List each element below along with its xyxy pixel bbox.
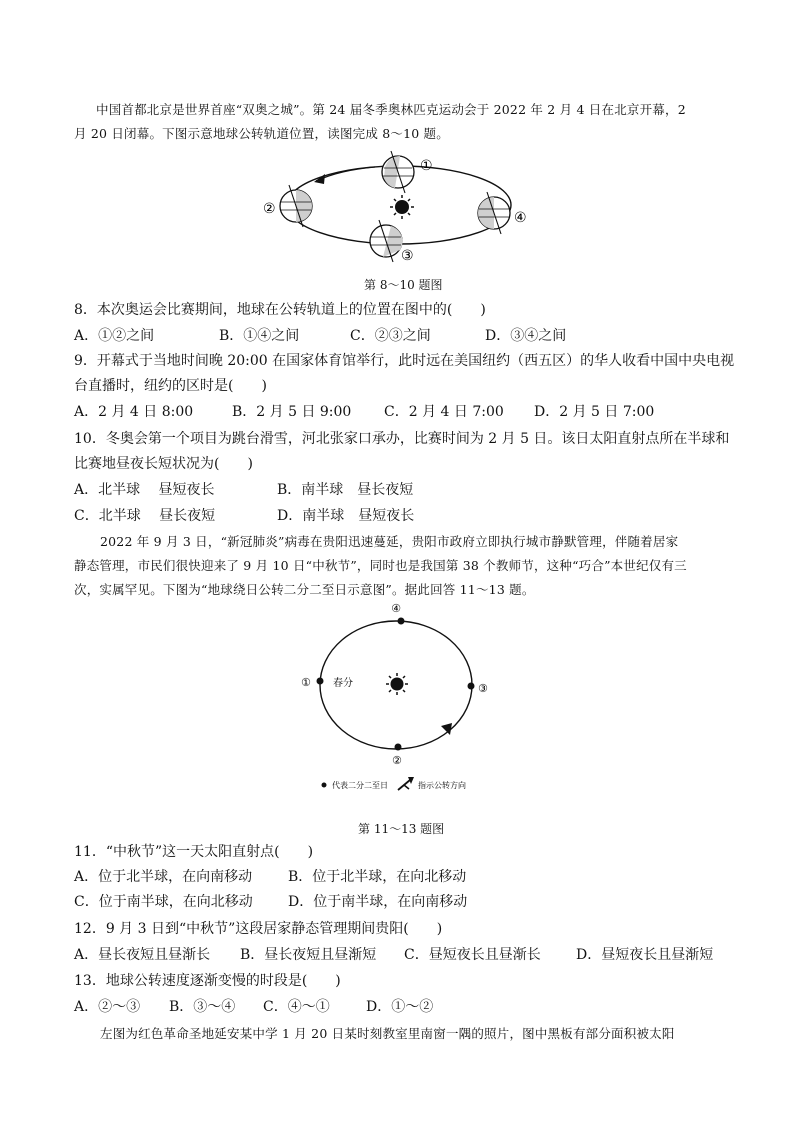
intro3-line-1: 左图为红色革命圣地延安某中学 1 月 20 日某时刻教室里南窗一隅的照片，图中黑板有部分面积被太阳	[100, 1026, 675, 1041]
q13-option-a[interactable]: A．②～③	[74, 999, 141, 1015]
q13-stem: 13．地球公转速度逐渐变慢的时段是( )	[74, 973, 341, 989]
legend-dot-icon	[322, 783, 327, 788]
q10-options-row-1	[74, 481, 774, 499]
q10-option-d[interactable]: D．南半球 昼短夜长	[277, 508, 415, 524]
orbit-point-1	[317, 678, 324, 685]
q9-option-a[interactable]: A．2 月 4 日 8:00	[74, 404, 194, 420]
q8-stem: 8．本次奥运会比赛期间，地球在公转轨道上的位置在图中的( )	[74, 302, 486, 318]
fig2-label-1: ①	[301, 676, 311, 689]
q9-stem-line-2: 台直播时，纽约的区时是( )	[74, 378, 267, 394]
revolution-arrow	[316, 167, 375, 181]
earth-position-2	[280, 185, 312, 227]
q9-option-c[interactable]: C．2 月 4 日 7:00	[384, 404, 504, 420]
earth-position-4	[478, 192, 510, 234]
legend-dot-text: 代表二分二至日	[332, 781, 388, 790]
intro2-line-2: 静态管理，市民们很快迎来了 9 月 10 日“中秋节”，同时也是我国第 38 个教师节，这种“巧合”本世纪仅有三	[74, 558, 687, 573]
q11-option-d[interactable]: D．位于南半球，在向南移动	[288, 894, 468, 910]
q12-option-d[interactable]: D．昼短夜长且昼渐短	[576, 947, 714, 963]
q12-option-a[interactable]: A．昼长夜短且昼渐长	[74, 947, 211, 963]
q9-options	[74, 403, 774, 421]
q9-option-b[interactable]: B．2 月 5 日 9:00	[232, 404, 352, 420]
q12-option-c[interactable]: C．昼短夜长且昼渐长	[404, 947, 541, 963]
q10-options-row-2	[74, 507, 774, 525]
q12-options	[74, 946, 774, 964]
q11-option-a[interactable]: A．位于北半球，在向南移动	[74, 869, 253, 885]
orbit-point-4	[398, 618, 405, 625]
q10-stem-line-2: 比赛地昼夜长短状况为( )	[74, 456, 253, 472]
q8-option-c[interactable]: C．②③之间	[350, 328, 431, 344]
label-position-3: ③	[401, 248, 414, 264]
q9-stem-line-1: 9．开幕式于当地时间晚 20:00 在国家体育馆举行，此时远在美国纽约（西五区）的华人收看中国中央电视	[74, 353, 735, 369]
q8-option-a[interactable]: A．①②之间	[74, 328, 155, 344]
q10-option-a[interactable]: A．北半球 昼短夜长	[74, 482, 215, 498]
q10-stem-line-1: 10．冬奥会第一个项目为跳台滑雪，河北张家口承办，比赛时间为 2 月 5 日。该日太阳直射点所在半球和	[74, 431, 730, 447]
intro2-line-3: 次，实属罕见。下图为“地球绕日公转二分二至日示意图”。据此回答 11～13 题。	[74, 582, 535, 597]
q11-stem: 11．“中秋节”这一天太阳直射点( )	[74, 844, 314, 860]
q8-option-b[interactable]: B．①④之间	[219, 328, 300, 344]
legend-arrow-icon	[398, 777, 414, 790]
sun-icon-2	[386, 673, 408, 695]
earth-position-3	[370, 220, 403, 262]
label-position-1: ①	[420, 158, 433, 174]
orbit-point-2	[395, 744, 402, 751]
orbit-figure-1	[0, 0, 794, 300]
q11-options-row-1	[74, 868, 774, 886]
figure-1-caption: 第 8～10 题图	[364, 278, 443, 292]
orbit-point-3	[468, 683, 475, 690]
sun-icon	[390, 195, 414, 219]
spring-equinox-label: 春分	[333, 678, 353, 689]
q13-option-c[interactable]: C．④～①	[263, 999, 330, 1015]
fig2-label-4: ④	[391, 602, 401, 615]
q12-option-b[interactable]: B．昼长夜短且昼渐短	[240, 947, 377, 963]
q13-option-d[interactable]: D．①～②	[366, 999, 434, 1015]
intro-line-1: 中国首都北京是世界首座“双奥之城”。第 24 届冬季奥林匹克运动会于 2022 年 2 月 4 日在北京开幕，2	[96, 102, 686, 117]
q13-option-b[interactable]: B．③～④	[169, 999, 236, 1015]
label-position-2: ②	[263, 201, 276, 217]
intro-line-2: 月 20 日闭幕。下图示意地球公转轨道位置，读图完成 8～10 题。	[74, 126, 449, 141]
q11-option-c[interactable]: C．位于南半球，在向北移动	[74, 894, 253, 910]
fig2-label-3: ③	[478, 682, 488, 695]
q11-option-b[interactable]: B．位于北半球，在向北移动	[288, 869, 467, 885]
q12-stem: 12．9 月 3 日到“中秋节”这段居家静态管理期间贵阳( )	[74, 921, 443, 937]
label-position-4: ④	[514, 210, 527, 226]
q9-option-d[interactable]: D．2 月 5 日 7:00	[534, 404, 655, 420]
q11-options-row-2	[74, 893, 774, 911]
legend-arrow-text: 指示公转方向	[418, 781, 466, 790]
intro2-line-1: 2022 年 9 月 3 日，“新冠肺炎”病毒在贵阳迅速蔓延，贵阳市政府立即执行城市静默管理，伴随着居家	[100, 534, 679, 549]
figure-2-caption: 第 11～13 题图	[358, 822, 445, 836]
q10-option-c[interactable]: C．北半球 昼长夜短	[74, 508, 216, 524]
orbit-figure-2	[0, 600, 794, 820]
q8-options	[74, 327, 774, 345]
fig2-label-2: ②	[392, 754, 402, 767]
q13-options	[74, 998, 774, 1016]
earth-position-1	[382, 151, 414, 193]
q8-option-d[interactable]: D．③④之间	[485, 328, 567, 344]
q10-option-b[interactable]: B．南半球 昼长夜短	[277, 482, 414, 498]
